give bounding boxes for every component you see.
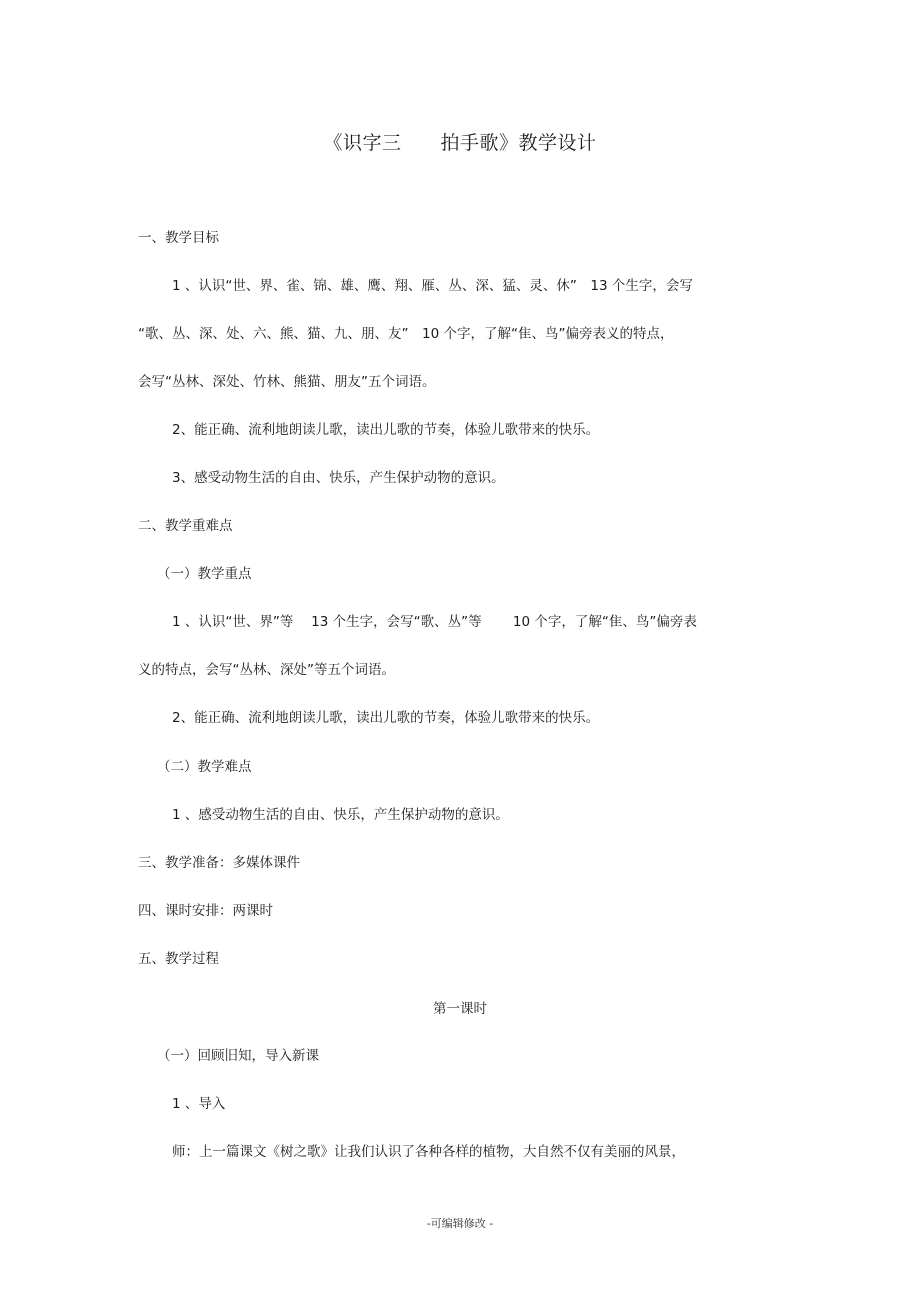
paragraph-line: 1 、感受动物生活的自由、快乐，产生保护动物的意识。 — [172, 807, 509, 823]
paragraph-line: 会写“丛林、深处、竹林、熊猫、朋友”五个词语。 — [138, 374, 436, 390]
paragraph-line: 1 、认识“世、界、雀、锦、雄、鹰、翔、雁、丛、深、猛、灵、休” 13 个生字，会写 — [172, 278, 693, 294]
section-heading-preparation: 三、教学准备：多媒体课件 — [138, 855, 300, 871]
paragraph-line: 2、能正确、流利地朗读儿歌，读出儿歌的节奏，体验儿歌带来的快乐。 — [172, 710, 600, 726]
subsection-heading: （一）回顾旧知，导入新课 — [157, 1048, 319, 1064]
subsection-heading: （一）教学重点 — [157, 566, 252, 582]
paragraph-line: “歌、丛、深、处、六、熊、猫、九、朋、友” 10 个字，了解“隹、鸟”偏旁表义的特点， — [138, 326, 674, 342]
paragraph-line: 1 、认识“世、界”等 13 个生字，会写“歌、丛”等 10 个字，了解“隹、鸟”偏旁表 — [172, 614, 697, 630]
paragraph-line: 3、感受动物生活的自由、快乐，产生保护动物的意识。 — [172, 470, 505, 486]
paragraph-line: 1 、导入 — [172, 1096, 226, 1112]
section-heading-key-points: 二、教学重难点 — [138, 518, 233, 534]
subsection-heading: （二）教学难点 — [157, 759, 252, 775]
lesson-heading: 第一课时 — [433, 1001, 487, 1017]
section-heading-process: 五、教学过程 — [138, 951, 219, 967]
page-footer: -可编辑修改 - — [426, 1217, 494, 1230]
paragraph-line: 义的特点，会写“丛林、深处”等五个词语。 — [138, 662, 395, 678]
section-heading-schedule: 四、课时安排：两课时 — [138, 903, 273, 919]
paragraph-line: 2、能正确、流利地朗读儿歌，读出儿歌的节奏，体验儿歌带来的快乐。 — [172, 422, 600, 438]
section-heading-objectives: 一、教学目标 — [138, 230, 219, 246]
paragraph-line: 师：上一篇课文《树之歌》让我们认识了各种各样的植物，大自然不仅有美丽的风景， — [172, 1144, 685, 1160]
document-title: 《识字三 拍手歌》教学设计 — [323, 132, 597, 154]
